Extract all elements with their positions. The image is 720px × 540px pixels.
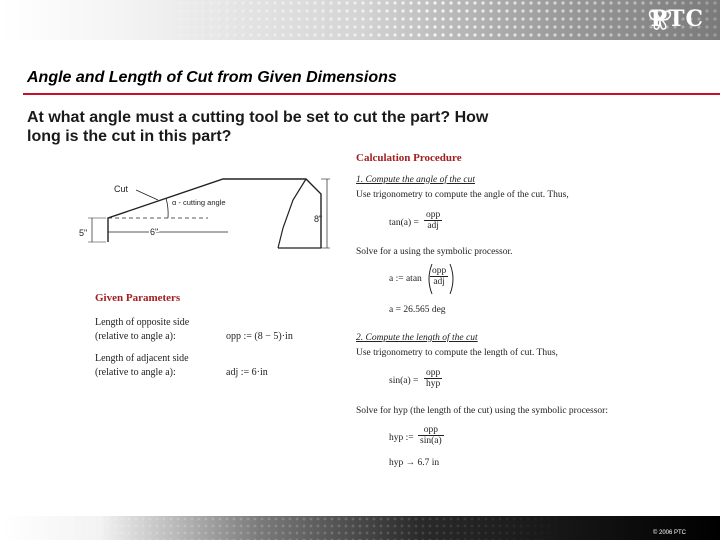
atan-numerator: opp	[432, 266, 447, 276]
part-step-edge	[278, 179, 306, 248]
atan-denominator: adj	[433, 277, 445, 287]
adj-value: adj := 6·in	[226, 367, 268, 378]
given-heading: Given Parameters	[95, 292, 181, 304]
tan-denominator: adj	[427, 221, 439, 231]
footer-bar	[0, 516, 720, 540]
solve-a-text: Solve for a using the symbolic processor.	[356, 247, 513, 257]
logo-text: PTC	[650, 6, 704, 32]
title-rule	[23, 93, 720, 95]
calc-heading: Calculation Procedure	[356, 152, 462, 164]
hyp-denominator: sin(a)	[420, 436, 442, 446]
cut-label: Cut	[114, 184, 129, 194]
footer-dot-pattern	[0, 516, 720, 540]
sin-equation-lhs: sin(a) =	[389, 376, 419, 386]
slide-title: Angle and Length of Cut from Given Dimensions	[27, 69, 397, 86]
ptc-logo	[647, 6, 704, 32]
tan-equation-lhs: tan(a) =	[389, 218, 419, 228]
adj-label-line-2: (relative to angle a):	[95, 367, 176, 378]
adj-label-line-1: Length of adjacent side	[95, 353, 189, 364]
sin-numerator: opp	[426, 368, 441, 378]
sin-fraction	[424, 368, 442, 389]
calc-step-1-text: Use trigonometry to compute the angle of the cut. Thus,	[356, 190, 569, 200]
angle-arc	[166, 198, 168, 218]
opp-label-line-2: (relative to angle a):	[95, 331, 176, 342]
left-dimension-label: 5"	[79, 228, 88, 238]
hyp-result: hyp → 6.7 in	[389, 458, 440, 468]
cut-leader	[136, 190, 158, 200]
calc-step-1: 1. Compute the angle of the cut	[356, 175, 475, 185]
copyright-text: © 2006 PTC	[652, 530, 686, 536]
part-diagram	[78, 170, 338, 260]
opp-value: opp := (8 − 5)·in	[226, 331, 293, 342]
atan-fraction	[430, 266, 448, 287]
right-dimension-label: 8"	[314, 214, 323, 224]
sin-denominator: hyp	[426, 379, 441, 389]
angle-result: a = 26.565 deg	[389, 305, 446, 315]
hyp-fraction	[418, 425, 444, 446]
calc-step-2-text: Use trigonometry to compute the length of cut. Thus,	[356, 348, 558, 358]
atan-equation-lhs: a := atan	[389, 274, 422, 284]
header-bar	[0, 0, 720, 40]
calc-step-2: 2. Compute the length of the cut	[356, 333, 478, 343]
slide-question: At what angle must a cutting tool be set to cut the part? How long is the cut in this part?	[27, 109, 489, 145]
tan-fraction	[424, 210, 442, 231]
hyp-numerator: opp	[418, 425, 444, 436]
tan-numerator: opp	[426, 210, 441, 220]
dot-pattern	[0, 0, 720, 40]
angle-label: α - cutting angle	[172, 198, 226, 207]
part-outline	[108, 179, 321, 248]
bottom-dimension-label: 6"	[150, 227, 159, 237]
solve-hyp-text: Solve for hyp (the length of the cut) using the symbolic processor:	[356, 406, 608, 416]
butterfly-icon	[647, 6, 673, 32]
opp-label-line-1: Length of opposite side	[95, 317, 190, 328]
hyp-equation-lhs: hyp :=	[389, 433, 414, 443]
